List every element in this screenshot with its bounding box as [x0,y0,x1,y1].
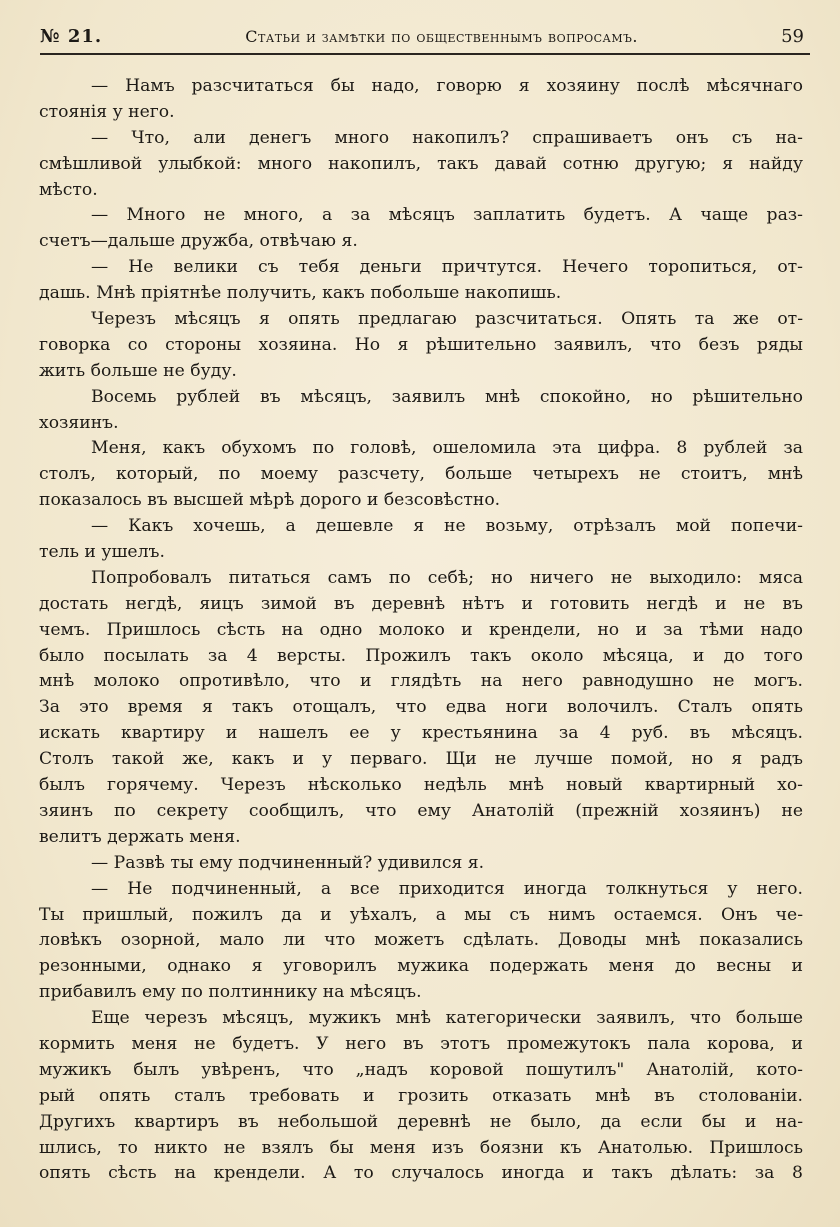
text-line: прибавилъ ему по полтиннику на мѣсяцъ. [39,982,422,1003]
text-line: достать негдѣ, яицъ зимой въ деревнѣ нѣтъ и готовить негдѣ и не въ [39,593,803,614]
text-line: Меня, какъ обухомъ по головѣ, ошеломила эта цифра. 8 рублей за [91,438,803,459]
text-line: Еще черезъ мѣсяцъ, мужикъ мнѣ категорически заявилъ, что больше [91,1008,803,1029]
text-line: Ты пришлый, пожилъ да и уѣхалъ, а мы съ нимъ остаемся. Онъ че- [39,904,803,925]
text-line: — Развѣ ты ему подчиненный? удивился я. [91,852,485,873]
text-line: — Много не много, а за мѣсяцъ заплатить будетъ. А чаще раз- [91,205,803,226]
text-line: Восемь рублей въ мѣсяцъ, заявилъ мнѣ спокойно, но рѣшительно [91,386,803,407]
text-line: жить больше не буду. [39,360,237,381]
header-rule [40,53,810,55]
text-line: рый опять сталъ требовать и грозить отказать мнѣ въ столованіи. [39,1085,803,1106]
text-line: было посылать за 4 версты. Прожилъ такъ около мѣсяца, и до того [39,645,803,666]
text-line: Черезъ мѣсяцъ я опять предлагаю разсчитаться. Опять та же от- [91,309,803,330]
running-header [40,22,804,50]
text-line: — Какъ хочешь, а дешевле я не возьму, отрѣзалъ мой попечи- [91,516,803,537]
text-line: мужикъ былъ увѣренъ, что „надъ коровой пошутилъ" Анатолій, кото- [39,1059,803,1080]
text-line: искать квартиру и нашелъ ее у крестьянина за 4 руб. въ мѣсяцъ. [39,723,803,744]
text-line: Другихъ квартиръ въ небольшой деревнѣ не было, да если бы и на- [39,1111,803,1132]
text-line: столъ, который, по моему разсчету, больше четырехъ не стоитъ, мнѣ [39,464,803,485]
text-line: чемъ. Пришлось сѣсть на одно молоко и крендели, но и за тѣми надо [39,619,803,640]
page-number: 59 [781,25,804,47]
text-line: мѣсто. [39,179,98,200]
text-line: — Не велики съ тебя деньги причтутся. Нечего торопиться, от- [91,257,803,278]
text-line: мнѣ молоко опротивѣло, что и глядѣть на него равнодушно не могъ. [39,671,803,692]
text-line: показалось въ высшей мѣрѣ дорого и безсовѣстно. [39,490,501,511]
text-line: — Намъ разсчитаться бы надо, говорю я хозяину послѣ мѣсячнаго [91,76,803,96]
text-line: былъ горячему. Черезъ нѣсколько недѣль мнѣ новый квартирный хо- [39,775,803,796]
text-line: смѣшливой улыбкой: много накопилъ, такъ давай сотню другую; я найду [39,153,803,174]
text-line: дашь. Мнѣ пріятнѣе получить, какъ побольше накопишь. [39,283,562,304]
text-line: говорка со стороны хозяина. Но я рѣшительно заявилъ, что безъ ряды [39,334,803,355]
text-line: опять сѣсть на крендели. А то случалось иногда и такъ дѣлать: за 8 [39,1163,803,1184]
text-line: За это время я такъ отощалъ, что едва ноги волочилъ. Сталъ опять [39,697,803,718]
text-line: зяинъ по секрету сообщилъ, что ему Анатолій (прежній хозяинъ) не [39,800,803,821]
text-line: — Не подчиненный, а все приходится иногда толкнуться у него. [91,878,803,899]
text-line: ловѣкъ озорной, мало ли что можетъ сдѣлать. Доводы мнѣ показались [39,930,803,951]
running-title: Статьи и замѣтки по общественнымъ вопросамъ. [245,26,638,46]
text-line: резонными, однако я уговорилъ мужика подержать меня до весны и [39,956,803,977]
body-text [39,74,803,1187]
text-line: велитъ держать меня. [39,826,241,847]
text-line: кормить меня не будетъ. У него въ этотъ промежутокъ пала корова, и [39,1033,803,1054]
issue-number: № 21. [40,25,103,47]
text-line: шлись, то никто не взялъ бы меня изъ боязни къ Анатолью. Пришлось [39,1137,803,1158]
text-line: Попробовалъ питаться самъ по себѣ; но ничего не выходило: мяса [91,567,803,588]
text-line: счетъ—дальше дружба, отвѣчаю я. [39,231,358,252]
text-line: Столъ такой же, какъ и у перваго. Щи не лучше помой, но я радъ [39,749,803,770]
text-line: стоянія у него. [39,101,175,122]
text-line: — Что, али денегъ много накопилъ? спрашиваетъ онъ съ на- [91,127,803,148]
text-line: тель и ушелъ. [39,542,165,563]
text-line: хозяинъ. [39,412,119,433]
